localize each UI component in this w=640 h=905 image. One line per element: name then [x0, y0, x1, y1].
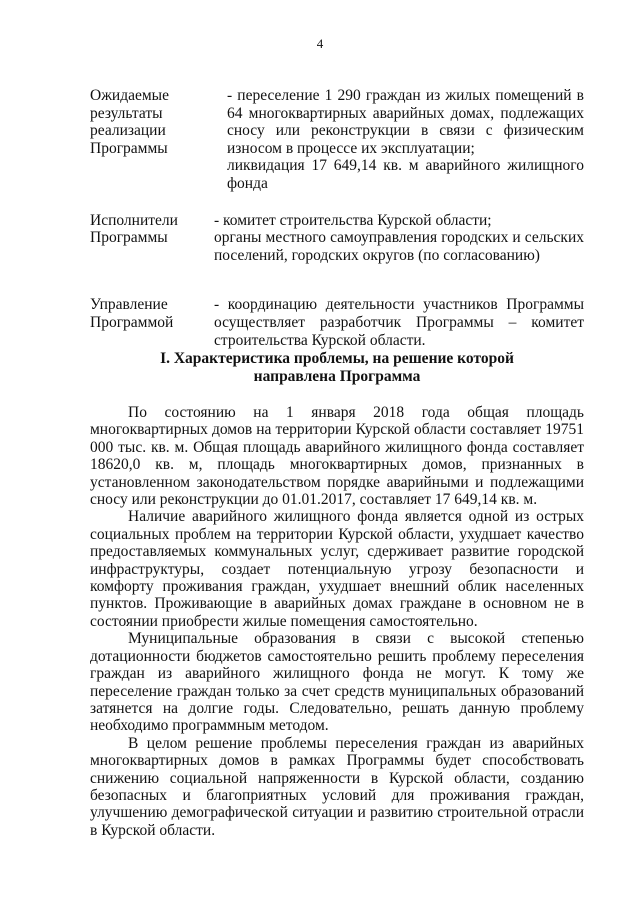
passport-row-executors — [90, 212, 584, 265]
passport-row-expected-results — [90, 87, 584, 193]
passport-value-expected-results — [227, 87, 584, 193]
program-passport-table — [90, 87, 584, 349]
passport-label-management: Управление Программой — [90, 296, 174, 331]
paragraph-municipal-budgets: Муниципальные образования в связи с высокой степенью дотационности бюджетов самостоятельно решить проблему переселения граждан из аварийного жилищного фонда не могут. К тому же переселение граждан только за счет средств муниципальных образований затянется на долгие годы. Следовательно, решать данную проблему необходимо программным методом. — [90, 630, 584, 735]
section-heading — [90, 350, 584, 386]
paragraph-program-impact: В целом решение проблемы переселения граждан из аварийных многоквартирных домов в рамках Программы будет способствовать снижению социальной напряженности в Курской области, созданию безопасных и благоприятных условий для проживания граждан, улучшению демографической ситуации и развитию строительной отрасли в Курской области. — [90, 734, 584, 839]
passport-label-executors: Исполнители Программы — [90, 211, 178, 247]
passport-value-executors — [214, 212, 584, 265]
passport-label-expected-results: Ожидаемые результаты реализации Программы — [90, 87, 169, 157]
section-body — [90, 404, 584, 839]
section-heading-line-1: I. Характеристика проблемы, на решение которой — [160, 350, 514, 367]
page-number: 4 — [316, 36, 324, 51]
paragraph-social-problem: Наличие аварийного жилищного фонда является одной из острых социальных проблем на территории Курской области, ухудшает качество предоставляемых коммунальных услуг, сдерживает развитие городской инфраструктуры, создает потенциальную угрозу безопасности и комфорту проживания граждан, ухудшает внешний облик населенных пунктов. Проживающие в аварийных домах граждане в основном не в состоянии приобрести жилые помещения самостоятельно. — [90, 508, 584, 630]
management-line-coordination: - координацию деятельности участников Программы осуществляет разработчик Программы – комитет строительства Курской области. — [214, 296, 584, 349]
passport-row-management — [90, 296, 584, 349]
passport-value-management — [214, 296, 584, 349]
section-heading-line-2: направлена Программа — [253, 368, 421, 385]
results-line-resettlement: - переселение 1 290 граждан из жилых помещений в 64 многоквартирных аварийных домах, подлежащих сносу или реконструкции в связи с физическим износом в процессе их эксплуатации; — [227, 87, 584, 157]
executors-line-committee: - комитет строительства Курской области; — [214, 211, 492, 229]
paragraph-housing-area: По состоянию на 1 января 2018 года общая площадь многоквартирных домов на территории Курской области составляет 19751 000 тыс. кв. м. Общая площадь аварийного жилищного фонда составляет 18620,0 кв. м, площадь многоквартирных домов, признанных в установленном законодательством порядке аварийными и подлежащими сносу или реконструкции до 01.01.2017, составляет 17 649,14 кв. м. — [90, 404, 584, 509]
results-line-liquidation: ликвидация 17 649,14 кв. м аварийного жилищного фонда — [227, 157, 584, 192]
executors-line-local-authorities: органы местного самоуправления городских и сельских поселений, городских округов (по согласованию) — [214, 229, 584, 264]
